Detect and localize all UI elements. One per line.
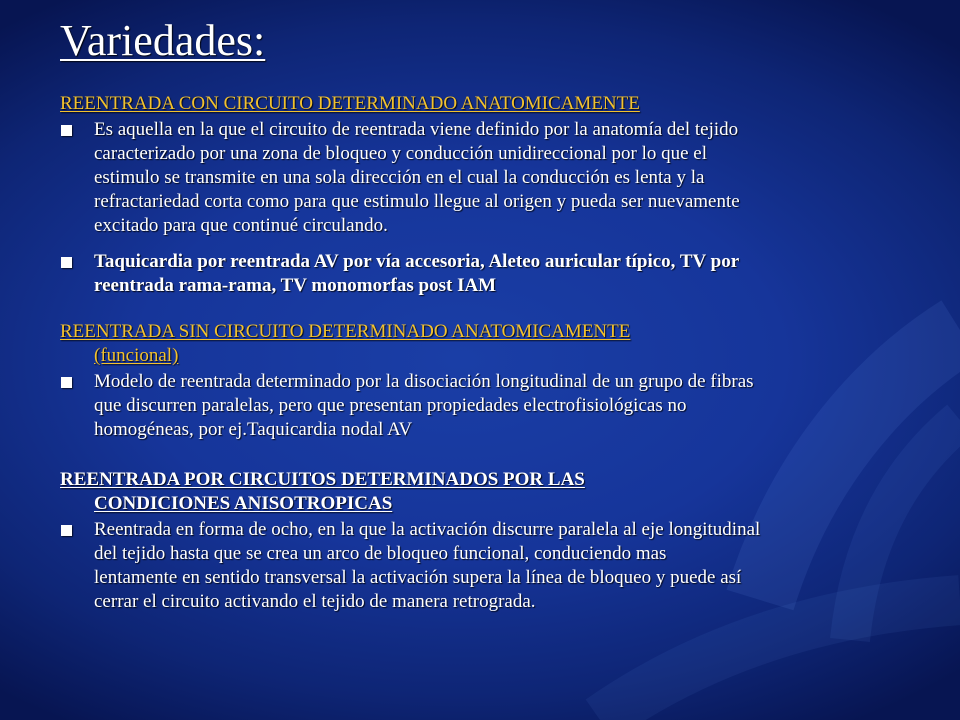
section-heading-line: REENTRADA SIN CIRCUITO DETERMINADO ANATOMICAMENTE: [60, 321, 631, 342]
bullet-line: excitado para que continué circulando.: [94, 215, 388, 236]
bullet-line: reentrada rama-rama, TV monomorfas post IAM: [94, 275, 497, 296]
bullet-anisotropic-description: [60, 518, 910, 614]
bullet-line: lentamente en sentido transversal la activación supera la línea de bloqueo y puede así: [94, 567, 742, 588]
bullet-line: Modelo de reentrada determinado por la disociación longitudinal de un grupo de fibras: [94, 371, 754, 392]
bullet-text: [94, 518, 910, 614]
bullet-anatomic-examples: [60, 250, 910, 298]
bullet-line: cerrar el circuito activando el tejido de manera retrograda.: [94, 591, 536, 612]
bullet-line: refractariedad corta como para que estimulo llegue al origen y pueda ser nuevamente: [94, 191, 740, 212]
bullet-line: Taquicardia por reentrada AV por vía accesoria, Aleteo auricular típico, TV por: [94, 251, 740, 272]
bullet-line: que discurren paralelas, pero que presentan propiedades electrofisiológicas no: [94, 395, 687, 416]
bullet-line: homogéneas, por ej.Taquicardia nodal AV: [94, 419, 413, 440]
bullet-functional-model: [60, 370, 910, 442]
bullet-square-icon: [61, 525, 72, 536]
bullet-square-icon: [61, 377, 72, 388]
bullet-text: [94, 370, 910, 442]
bullet-square-icon: [61, 257, 72, 268]
slide-content: [60, 90, 910, 614]
bullet-line: estimulo se transmite en una sola dirección en el cual la conducción es lenta y la: [94, 167, 705, 188]
section-heading-functional: [60, 320, 910, 368]
section-heading-anatomic: [60, 92, 910, 116]
bullet-line: Reentrada en forma de ocho, en la que la activación discurre paralela al eje longitudinal: [94, 519, 761, 540]
section-heading-anisotropic: [60, 468, 910, 516]
bullet-line: caracterizado por una zona de bloqueo y conducción unidireccional por lo que el: [94, 143, 708, 164]
bullet-line: del tejido hasta que se crea un arco de bloqueo funcional, conduciendo mas: [94, 543, 667, 564]
slide-title: Variedades:: [60, 16, 266, 65]
bullet-text: [94, 118, 910, 238]
bullet-text: [94, 250, 910, 298]
bullet-anatomic-definition: [60, 118, 910, 238]
section-heading-line: CONDICIONES ANISOTROPICAS: [94, 493, 393, 514]
bullet-line: Es aquella en la que el circuito de reentrada viene definido por la anatomía del tejido: [94, 119, 739, 140]
section-heading-line: REENTRADA POR CIRCUITOS DETERMINADOS POR LAS: [60, 469, 585, 490]
bullet-square-icon: [61, 125, 72, 136]
section-heading-line: (funcional): [94, 345, 179, 366]
section-heading-line: REENTRADA CON CIRCUITO DETERMINADO ANATOMICAMENTE: [60, 93, 640, 114]
